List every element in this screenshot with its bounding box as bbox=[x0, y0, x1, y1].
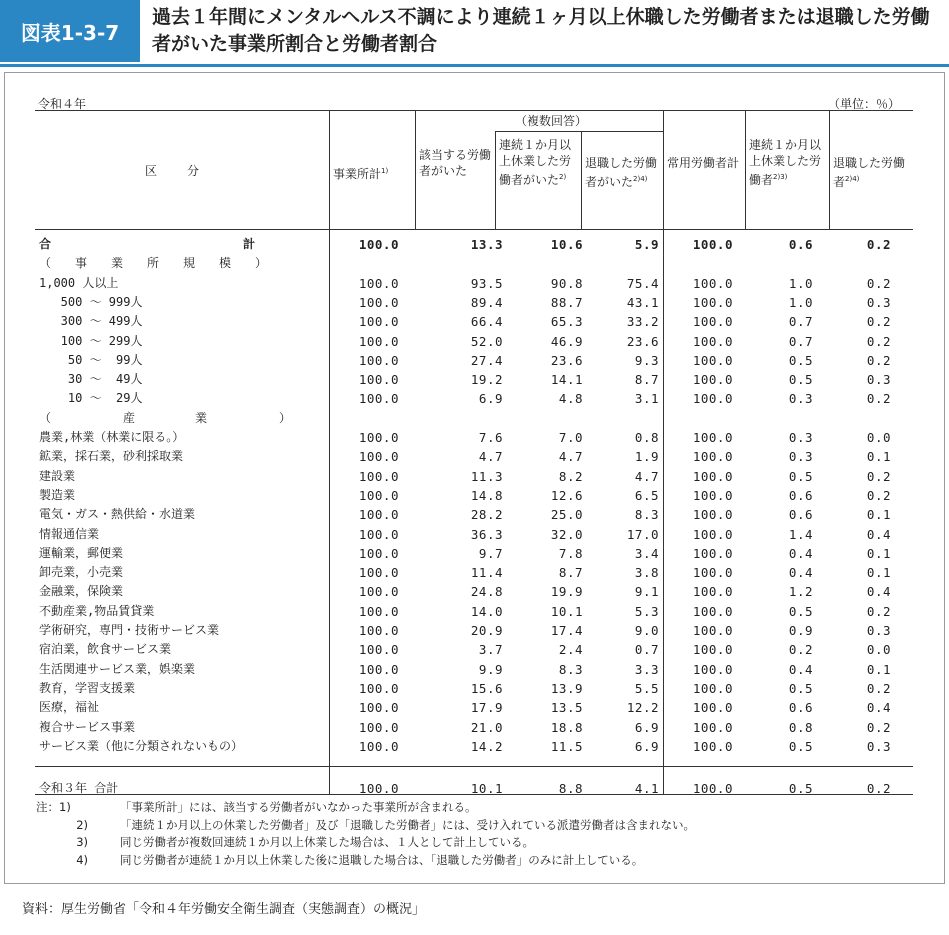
table-row bbox=[35, 640, 913, 659]
table-cell: 4.7 bbox=[558, 449, 583, 465]
row-label: 10 ～ 29人 bbox=[39, 391, 143, 406]
header-resigned-workers bbox=[833, 155, 911, 190]
table-cell: 8.2 bbox=[558, 468, 583, 484]
table-cell: 9.1 bbox=[634, 584, 659, 600]
table-row bbox=[35, 621, 913, 640]
table-row bbox=[35, 351, 913, 370]
table-row bbox=[35, 679, 913, 698]
table-cell: 0.7 bbox=[788, 314, 813, 330]
table-cell: 25.0 bbox=[550, 507, 583, 523]
figure-header bbox=[0, 0, 949, 70]
row-label: 鉱業，採石業，砂利採取業 bbox=[39, 449, 184, 464]
row-label: 宿泊業，飲食サービス業 bbox=[39, 642, 172, 657]
header-leave-text: 連続１か月以上休業した労働者がいた bbox=[499, 138, 572, 187]
table-cell: 0.8 bbox=[788, 719, 813, 735]
table-row bbox=[35, 428, 913, 447]
table-cell: 19.2 bbox=[470, 372, 503, 388]
table-cell: 100.0 bbox=[358, 294, 399, 310]
table-cell: 27.4 bbox=[470, 352, 503, 368]
table-row bbox=[35, 274, 913, 293]
table-cell: 90.8 bbox=[550, 275, 583, 291]
table-cell: 100.0 bbox=[692, 430, 733, 445]
table-cell: 100.0 bbox=[692, 391, 733, 407]
table-cell: 0.3 bbox=[788, 430, 813, 445]
table-cell: 0.1 bbox=[866, 565, 891, 581]
table-cell: 8.7 bbox=[634, 372, 659, 388]
header-bottom-rule bbox=[35, 229, 913, 230]
row-divider bbox=[495, 131, 663, 132]
table-cell: 0.2 bbox=[866, 781, 891, 796]
table-cell: 9.9 bbox=[478, 661, 503, 677]
table-cell: 89.4 bbox=[470, 294, 503, 310]
table-cell: 3.1 bbox=[634, 391, 659, 407]
table-cell: 100.0 bbox=[692, 526, 733, 542]
header-resigned-workers-text: 退職した労働者 bbox=[833, 156, 906, 189]
table-cell: 100.0 bbox=[358, 719, 399, 735]
table-cell: 5.5 bbox=[634, 680, 659, 696]
table-cell: 14.1 bbox=[550, 372, 583, 388]
table-row bbox=[35, 370, 913, 389]
col-divider bbox=[745, 111, 746, 229]
table-cell: 100.0 bbox=[358, 487, 399, 503]
table-cell: 100.0 bbox=[358, 372, 399, 388]
table-cell: 100.0 bbox=[692, 468, 733, 484]
table-cell: 0.7 bbox=[634, 642, 659, 658]
table-cell: 9.0 bbox=[634, 623, 659, 638]
table-cell: 12.2 bbox=[626, 700, 659, 716]
table-cell: 0.3 bbox=[866, 623, 891, 638]
table-cell: 100.0 bbox=[358, 314, 399, 330]
table-cell: 100.0 bbox=[692, 314, 733, 330]
table-cell: 100.0 bbox=[358, 565, 399, 581]
table-cell: 100.0 bbox=[358, 700, 399, 716]
table-cell: 33.2 bbox=[626, 314, 659, 330]
source-citation: 資料：厚生労働省「令和４年労働安全衛生調査（実態調査）の概況」 bbox=[22, 902, 426, 917]
footnote-number: 4) bbox=[76, 852, 88, 867]
col-divider bbox=[581, 131, 582, 229]
table-cell: 7.6 bbox=[478, 430, 503, 445]
table-cell: 0.4 bbox=[788, 565, 813, 581]
table-cell: 10.6 bbox=[550, 237, 583, 252]
table-cell: 0.4 bbox=[788, 545, 813, 561]
table-cell: 100.0 bbox=[358, 237, 399, 252]
row-divider bbox=[35, 766, 913, 767]
header-multiple-answers: （複数回答） bbox=[515, 114, 588, 128]
unit-label: （単位：％） bbox=[828, 97, 901, 111]
table-cell: 66.4 bbox=[470, 314, 503, 330]
table-cell: 0.4 bbox=[788, 661, 813, 677]
table-cell: 46.9 bbox=[550, 333, 583, 349]
header-category: 区 分 bbox=[145, 164, 202, 178]
table-cell: 100.0 bbox=[692, 565, 733, 581]
table-row bbox=[35, 467, 913, 486]
table-cell: 0.6 bbox=[788, 237, 813, 252]
footnote-number: 注：1) bbox=[36, 800, 71, 814]
row-label: 学術研究，専門・技術サービス業 bbox=[39, 623, 220, 637]
table-cell: 8.8 bbox=[558, 781, 583, 796]
table-row bbox=[35, 544, 913, 563]
table-cell: 3.8 bbox=[634, 565, 659, 581]
table-cell: 0.0 bbox=[866, 642, 891, 658]
figure-title: 過去１年間にメンタルヘルス不調により連続１ヶ月以上休職した労働者または退職した労働者がいた事業所割合と労働者割合 bbox=[152, 6, 930, 55]
table-cell: 6.5 bbox=[634, 487, 659, 503]
table-cell: 1.0 bbox=[788, 275, 813, 291]
table-cell: 0.4 bbox=[866, 584, 891, 600]
footnote bbox=[36, 817, 936, 835]
row-label: 複合サービス事業 bbox=[39, 719, 136, 734]
table-cell: 100.0 bbox=[692, 372, 733, 388]
table-cell: 0.6 bbox=[788, 700, 813, 716]
table-cell: 17.4 bbox=[550, 623, 583, 638]
header-applicable: 該当する労働者がいた bbox=[419, 148, 492, 178]
table-cell: 6.9 bbox=[634, 738, 659, 754]
table-cell: 0.5 bbox=[788, 352, 813, 368]
table-cell: 8.3 bbox=[634, 507, 659, 523]
table-cell: 0.2 bbox=[866, 603, 891, 619]
footnote bbox=[36, 799, 936, 817]
table-cell: 28.2 bbox=[470, 507, 503, 523]
row-label: 卸売業，小売業 bbox=[39, 565, 124, 580]
table-cell: 100.0 bbox=[692, 781, 733, 796]
header-leave bbox=[499, 137, 579, 188]
table-cell: 100.0 bbox=[692, 661, 733, 677]
row-label: 不動産業,物品賃貸業 bbox=[39, 603, 155, 618]
row-label: 1,000 人以上 bbox=[39, 275, 119, 290]
row-label: 電気・ガス・熱供給・水道業 bbox=[39, 507, 196, 522]
table-cell: 0.5 bbox=[788, 738, 813, 754]
table-cell: 5.9 bbox=[634, 237, 659, 252]
table-cell: 100.0 bbox=[692, 584, 733, 600]
row-label: 500 ～ 999人 bbox=[39, 294, 143, 309]
table-cell: 9.7 bbox=[478, 545, 503, 561]
row-label: 30 ～ 49人 bbox=[39, 372, 143, 387]
table-cell: 88.7 bbox=[550, 294, 583, 310]
table-cell: 6.9 bbox=[478, 391, 503, 407]
row-label: 生活関連サービス業，娯楽業 bbox=[39, 661, 196, 676]
table-cell: 21.0 bbox=[470, 719, 503, 735]
header-footnote-ref: 1) bbox=[381, 167, 389, 175]
footnote bbox=[36, 834, 936, 852]
col-divider bbox=[495, 131, 496, 229]
table-cell: 0.5 bbox=[788, 468, 813, 484]
footnote bbox=[36, 852, 936, 870]
table-cell: 11.3 bbox=[470, 468, 503, 484]
table-cell: 0.8 bbox=[634, 430, 659, 445]
table-cell: 100.0 bbox=[358, 507, 399, 523]
table-cell: 20.9 bbox=[470, 623, 503, 638]
table-row bbox=[35, 332, 913, 351]
table-cell: 1.2 bbox=[788, 584, 813, 600]
table-cell: 100.0 bbox=[358, 275, 399, 291]
table-cell: 100.0 bbox=[358, 333, 399, 349]
table-cell: 13.3 bbox=[470, 237, 503, 252]
row-label: 農業,林業（林業に限る。） bbox=[39, 430, 185, 444]
table-cell: 93.5 bbox=[470, 275, 503, 291]
col-divider bbox=[829, 111, 830, 229]
table-cell: 13.5 bbox=[550, 700, 583, 716]
row-label: 300 ～ 499人 bbox=[39, 314, 143, 329]
table-cell: 0.5 bbox=[788, 603, 813, 619]
footnote-text: 「連続１か月以上の休業した労働者」及び「退職した労働者」には、受け入れている派遣労働者は含まれない。 bbox=[120, 817, 695, 832]
table-cell: 0.6 bbox=[788, 507, 813, 523]
table-cell: 100.0 bbox=[358, 468, 399, 484]
table-cell: 12.6 bbox=[550, 487, 583, 503]
table-cell: 0.6 bbox=[788, 487, 813, 503]
header-leave-workers-text: 連続１か月以上休業した労働者 bbox=[749, 138, 822, 187]
table-cell: 3.3 bbox=[634, 661, 659, 677]
table-cell: 0.2 bbox=[866, 352, 891, 368]
table-cell: 100.0 bbox=[358, 449, 399, 465]
table-cell: 100.0 bbox=[692, 294, 733, 310]
row-label: 運輸業，郵便業 bbox=[39, 545, 124, 560]
table-cell: 100.0 bbox=[358, 391, 399, 407]
table-cell: 100.0 bbox=[692, 545, 733, 561]
table-cell: 100.0 bbox=[692, 603, 733, 619]
header-regular-workers: 常用労働者計 bbox=[667, 156, 740, 170]
row-label: 金融業，保険業 bbox=[39, 584, 124, 599]
table-cell: 100.0 bbox=[358, 661, 399, 677]
row-label: 100 ～ 299人 bbox=[39, 333, 143, 348]
table-row bbox=[35, 447, 913, 466]
table-cell: 100.0 bbox=[358, 526, 399, 542]
row-label: （ 産 業 ） bbox=[39, 410, 292, 425]
table-cell: 1.0 bbox=[788, 294, 813, 310]
table-cell: 0.2 bbox=[866, 487, 891, 503]
header-leave-workers bbox=[749, 137, 827, 188]
table-cell: 0.1 bbox=[866, 545, 891, 561]
table-cell: 0.2 bbox=[866, 680, 891, 696]
header-footnote-ref: 2) bbox=[559, 173, 567, 181]
table-cell: 0.4 bbox=[866, 526, 891, 542]
table-cell: 23.6 bbox=[550, 352, 583, 368]
table-row bbox=[35, 525, 913, 544]
table-cell: 0.2 bbox=[866, 275, 891, 291]
table-cell: 100.0 bbox=[692, 507, 733, 523]
row-label: （ 事 業 所 規 模 ） bbox=[39, 256, 268, 271]
table-cell: 0.2 bbox=[866, 468, 891, 484]
footnote-text: 「事業所計」には、該当する労働者がいなかった事業所が含まれる。 bbox=[120, 800, 477, 814]
footnote-list bbox=[36, 799, 936, 869]
footnote-number: 2) bbox=[76, 817, 88, 832]
table-cell: 100.0 bbox=[692, 738, 733, 754]
table-cell: 52.0 bbox=[470, 333, 503, 349]
table-cell: 9.3 bbox=[634, 352, 659, 368]
row-label: 合 計 bbox=[39, 237, 256, 251]
table-cell: 1.4 bbox=[788, 526, 813, 542]
table-cell: 0.2 bbox=[866, 314, 891, 330]
table-row bbox=[35, 486, 913, 505]
figure-label: 図表1-3-7 bbox=[0, 0, 140, 62]
table-row bbox=[35, 312, 913, 331]
table-cell: 10.1 bbox=[550, 603, 583, 619]
table-cell: 15.6 bbox=[470, 680, 503, 696]
table-cell: 14.2 bbox=[470, 738, 503, 754]
row-label: 建設業 bbox=[39, 468, 76, 483]
table-cell: 100.0 bbox=[358, 781, 399, 796]
footnote-number: 3) bbox=[76, 835, 88, 849]
table-cell: 0.2 bbox=[866, 391, 891, 407]
header-footnote-ref: 2)4) bbox=[845, 175, 860, 183]
table-cell: 100.0 bbox=[358, 584, 399, 600]
header-establishments bbox=[333, 163, 388, 182]
table-cell: 24.8 bbox=[470, 584, 503, 600]
table-row bbox=[35, 505, 913, 524]
table-cell: 100.0 bbox=[692, 700, 733, 716]
table-cell: 17.9 bbox=[470, 700, 503, 716]
table-cell: 100.0 bbox=[358, 642, 399, 658]
table-cell: 0.4 bbox=[866, 700, 891, 716]
table-cell: 100.0 bbox=[358, 738, 399, 754]
table-cell: 19.9 bbox=[550, 584, 583, 600]
table-cell: 11.5 bbox=[550, 738, 583, 754]
table-row bbox=[35, 737, 913, 756]
table-cell: 100.0 bbox=[692, 487, 733, 503]
table-cell: 100.0 bbox=[692, 333, 733, 349]
section-heading-industry bbox=[35, 409, 913, 428]
table-cell: 7.8 bbox=[558, 545, 583, 561]
row-label: 教育，学習支援業 bbox=[39, 680, 136, 695]
table-cell: 0.1 bbox=[866, 449, 891, 465]
table-cell: 0.3 bbox=[788, 449, 813, 465]
table-cell: 23.6 bbox=[626, 333, 659, 349]
table-cell: 100.0 bbox=[358, 603, 399, 619]
table-cell: 18.8 bbox=[550, 719, 583, 735]
table-cell: 100.0 bbox=[358, 623, 399, 638]
table-cell: 100.0 bbox=[358, 430, 399, 445]
header-divider bbox=[0, 64, 949, 67]
table-cell: 100.0 bbox=[692, 352, 733, 368]
table-cell: 100.0 bbox=[692, 680, 733, 696]
table-cell: 0.1 bbox=[866, 661, 891, 677]
table-cell: 4.1 bbox=[634, 781, 659, 796]
table-cell: 0.7 bbox=[788, 333, 813, 349]
header-establishments-text: 事業所計 bbox=[333, 167, 382, 181]
table-cell: 0.2 bbox=[788, 642, 813, 658]
table-row bbox=[35, 563, 913, 582]
table-cell: 0.3 bbox=[866, 294, 891, 310]
table-row bbox=[35, 698, 913, 717]
table-cell: 13.9 bbox=[550, 680, 583, 696]
table-row bbox=[35, 293, 913, 312]
table-cell: 0.5 bbox=[788, 781, 813, 796]
table-cell: 100.0 bbox=[692, 237, 733, 252]
header-footnote-ref: 2)4) bbox=[633, 175, 648, 183]
year-label: 令和４年 bbox=[38, 97, 87, 111]
table-cell: 0.3 bbox=[866, 372, 891, 388]
table-cell: 17.0 bbox=[626, 526, 659, 542]
table-cell: 100.0 bbox=[692, 275, 733, 291]
table-cell: 0.3 bbox=[788, 391, 813, 407]
table-cell: 100.0 bbox=[358, 352, 399, 368]
footnote-text: 同じ労働者が連続１か月以上休業した後に退職した場合は、「退職した労働者」のみに計上している。 bbox=[120, 852, 644, 867]
table-cell: 75.4 bbox=[626, 275, 659, 291]
table-cell: 100.0 bbox=[358, 545, 399, 561]
table-cell: 0.3 bbox=[866, 738, 891, 754]
table-cell: 0.5 bbox=[788, 372, 813, 388]
table-cell: 6.9 bbox=[634, 719, 659, 735]
table-cell: 36.3 bbox=[470, 526, 503, 542]
col-divider bbox=[415, 111, 416, 229]
table-cell: 14.8 bbox=[470, 487, 503, 503]
table-cell: 43.1 bbox=[626, 294, 659, 310]
table-cell: 0.2 bbox=[866, 237, 891, 252]
table-cell: 14.0 bbox=[470, 603, 503, 619]
table-row bbox=[35, 389, 913, 408]
total-row bbox=[35, 235, 913, 254]
table-cell: 0.1 bbox=[866, 507, 891, 523]
table-row bbox=[35, 602, 913, 621]
table-cell: 3.4 bbox=[634, 545, 659, 561]
table-cell: 11.4 bbox=[470, 565, 503, 581]
table-cell: 0.5 bbox=[788, 680, 813, 696]
table-row bbox=[35, 582, 913, 601]
table-cell: 100.0 bbox=[692, 719, 733, 735]
footnotes bbox=[36, 799, 936, 869]
row-label: 医療，福祉 bbox=[39, 700, 100, 715]
row-label: サービス業（他に分類されないもの） bbox=[39, 738, 244, 753]
table-cell: 3.7 bbox=[478, 642, 503, 658]
section-heading-size bbox=[35, 254, 913, 273]
table-row bbox=[35, 660, 913, 679]
header-resigned-text: 退職した労働者がいた bbox=[585, 156, 658, 189]
table-cell: 8.7 bbox=[558, 565, 583, 581]
table-cell: 2.4 bbox=[558, 642, 583, 658]
table-cell: 100.0 bbox=[358, 680, 399, 696]
row-label: 令和３年 合計 bbox=[39, 781, 119, 795]
row-label: 50 ～ 99人 bbox=[39, 352, 143, 367]
table-cell: 7.0 bbox=[558, 430, 583, 445]
table-cell: 32.0 bbox=[550, 526, 583, 542]
table-cell: 65.3 bbox=[550, 314, 583, 330]
table-cell: 100.0 bbox=[692, 449, 733, 465]
table-row bbox=[35, 718, 913, 737]
table-cell: 4.8 bbox=[558, 391, 583, 407]
table-cell: 100.0 bbox=[692, 642, 733, 658]
table-cell: 8.3 bbox=[558, 661, 583, 677]
row-label: 製造業 bbox=[39, 487, 76, 502]
table-cell: 1.9 bbox=[634, 449, 659, 465]
table-cell: 4.7 bbox=[478, 449, 503, 465]
table-cell: 100.0 bbox=[692, 623, 733, 638]
table-cell: 0.2 bbox=[866, 719, 891, 735]
table-cell: 4.7 bbox=[634, 468, 659, 484]
row-label: 情報通信業 bbox=[39, 526, 100, 541]
table-cell: 0.0 bbox=[866, 430, 891, 445]
footnote-text: 同じ労働者が複数回連続１か月以上休業した場合は、１人として計上している。 bbox=[120, 835, 534, 849]
table-cell: 10.1 bbox=[470, 781, 503, 796]
table-cell: 0.2 bbox=[866, 333, 891, 349]
header-resigned bbox=[585, 155, 661, 190]
data-table bbox=[35, 110, 913, 795]
prev-year-row bbox=[35, 779, 913, 798]
table-cell: 0.9 bbox=[788, 623, 813, 638]
table-cell: 5.3 bbox=[634, 603, 659, 619]
header-footnote-ref: 2)3) bbox=[773, 173, 788, 181]
